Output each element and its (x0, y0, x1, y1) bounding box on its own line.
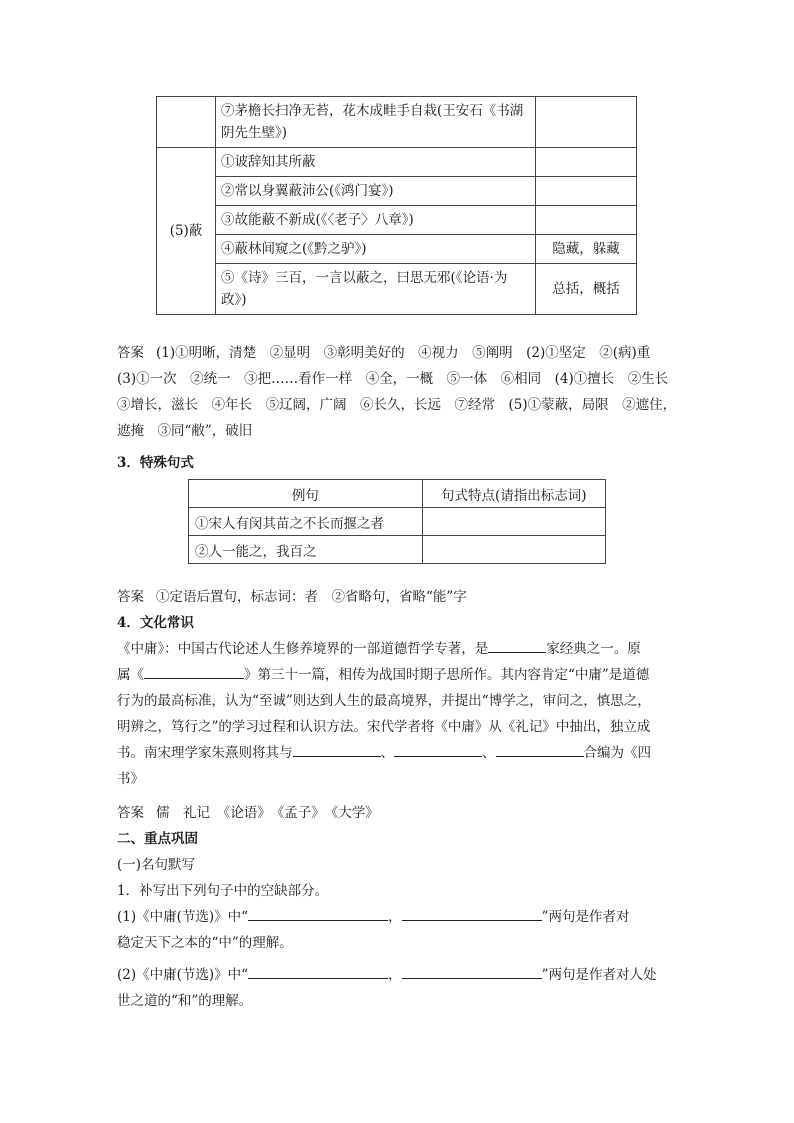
answer-text: 儒 礼记 《论语》 《孟子》 《大学》 (156, 805, 379, 821)
vocab-table (156, 96, 637, 315)
subsection-heading: (一)名句默写 (117, 857, 196, 873)
sentence-cell: ④蔽林间窥之(《黔之驴》) (216, 235, 536, 264)
meaning-cell (536, 148, 637, 177)
answer-block-1 (117, 340, 682, 444)
sentence-cell: ②常以身翼蔽沛公(《鸿门宴》) (216, 177, 536, 206)
table-row (157, 206, 637, 235)
table-row (157, 148, 637, 177)
meaning-cell: 隐藏，躲藏 (536, 235, 637, 264)
sentence-cell: ⑤《诗》三百，一言以蔽之，曰思无邪(《论语·为政》) (216, 264, 536, 315)
answer-text: (1)①明晰，清楚 ②显明 ③彰明美好的 ④视力 ⑤阐明 (2)①坚定 ②(病)重 (156, 345, 651, 361)
sentence-cell: ③故能蔽不新成(《〈老子〉八章》) (216, 206, 536, 235)
question-intro: 1．补写出下列句子中的空缺部分。 (117, 883, 329, 899)
sentence-cell: ⑦茅檐长扫净无苔，花木成畦手自栽(王安石《书湖阴先生壁》) (216, 97, 536, 148)
section-heading: 4．文化常识 (117, 615, 194, 631)
answer-text: (3)①一次 ②统一 ③把……看作一样 ④全，一概 ⑤一体 ⑥相同 (4)①擅长 ②生长 (117, 371, 669, 387)
section-heading: 3．特殊句式 (117, 455, 194, 471)
question-1: (1)《中庸(节选)》中“ ， ”两句是作者对 稳定天下之本的“中”的理解。 (117, 904, 682, 956)
example-cell: ①宋人有闵其苗之不长而揠之者 (189, 508, 423, 536)
group-cell (157, 97, 216, 148)
fill-blank[interactable] (402, 905, 542, 921)
answer-block-3 (117, 800, 682, 826)
fill-blank[interactable] (402, 963, 542, 979)
fill-blank[interactable] (394, 741, 482, 757)
section-heading: 二、重点巩固 (117, 831, 198, 847)
answer-text: 遮掩 ③同“敝”，破旧 (117, 423, 253, 439)
table-row (189, 508, 606, 536)
fill-blank[interactable] (293, 741, 381, 757)
answer-text: ①定语后置句，标志词：者 ②省略句，省略“能”字 (156, 589, 467, 605)
meaning-cell (536, 177, 637, 206)
feature-cell (422, 536, 605, 564)
question-2: (2)《中庸(节选)》中“ ， ”两句是作者对人处 世之道的“和”的理解。 (117, 962, 682, 1014)
culture-paragraph: 《中庸》：中国古代论述人生修养境界的一部道德哲学专著，是 家经典之一。原 属《 》第三十一篇，相传为战国时期子思所作。其内容肯定“中庸”是道德 行为的最高标准，认为“至诚”则达到人生的最高境界，并提出“博学之，审问之，慎思之， 明辨之，笃行之”的学习过程和认识方法。宋代学者将《中庸》从《礼记》中抽出，独立成 书。南宋理学家朱熹则将其与 、 、 合编为《四 书》 (117, 636, 682, 792)
column-header: 例句 (189, 480, 423, 508)
sentence-cell: ①诐辞知其所蔽 (216, 148, 536, 177)
group-label: (5)蔽 (157, 148, 216, 315)
fill-blank[interactable] (144, 663, 244, 679)
table-row (157, 235, 637, 264)
table-row (157, 264, 637, 315)
column-header: 句式特点(请指出标志词) (422, 480, 605, 508)
meaning-cell (536, 206, 637, 235)
meaning-cell: 总括，概括 (536, 264, 637, 315)
answer-block-2 (117, 584, 682, 610)
syntax-table (188, 479, 606, 564)
answer-label: 答案 (117, 345, 144, 361)
meaning-cell (536, 97, 637, 148)
table-row (189, 536, 606, 564)
fill-blank[interactable] (248, 905, 388, 921)
table-row (157, 177, 637, 206)
fill-blank[interactable] (496, 741, 584, 757)
example-cell: ②人一能之，我百之 (189, 536, 423, 564)
table-header-row (189, 480, 606, 508)
answer-label: 答案 (117, 589, 144, 605)
answer-label: 答案 (117, 805, 144, 821)
feature-cell (422, 508, 605, 536)
answer-text: ③增长，滋长 ④年长 ⑤辽阔，广阔 ⑥长久，长远 ⑦经常 (5)①蒙蔽，局限 ②遮住， (117, 397, 677, 413)
fill-blank[interactable] (248, 963, 388, 979)
fill-blank[interactable] (488, 637, 546, 653)
table-row (157, 97, 637, 148)
